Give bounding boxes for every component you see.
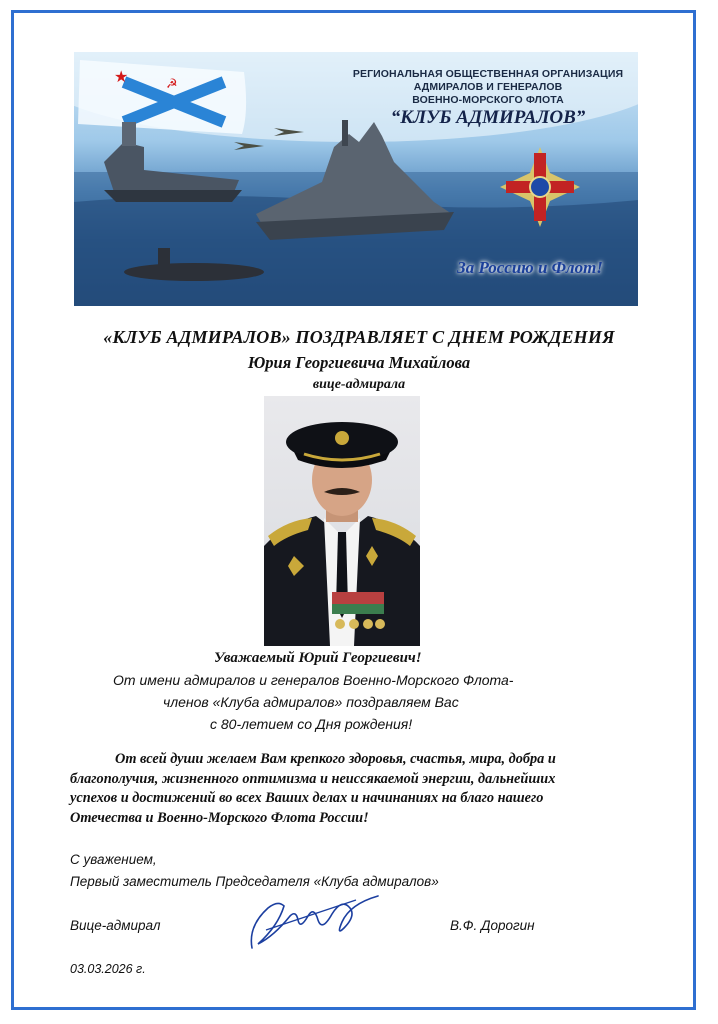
wishes-line: успехов и достижений во всех Ваших делах и начинаниях на благо нашего: [70, 790, 544, 806]
honoree-name: Юрия Георгиевича Михайлова: [247, 353, 471, 372]
regards-text: С уважением,: [70, 852, 157, 867]
honoree-portrait: [264, 396, 420, 646]
document-date: 03.03.2026 г.: [70, 962, 146, 976]
svg-text:★: ★: [114, 67, 129, 86]
organization-line: ВОЕННО-МОРСКОГО ФЛОТА: [412, 94, 564, 106]
certificate-title: «КЛУБ АДМИРАЛОВ» ПОЗДРАВЛЯЕТ С ДНЕМ РОЖДЕНИЯ: [103, 327, 615, 347]
greeting-line: От имени адмиралов и генералов Военно-Морского Флота-: [113, 672, 514, 688]
naval-flag-icon: [78, 60, 246, 134]
signer-name: В.Ф. Дорогин: [450, 918, 535, 933]
wishes-line: Отечества и Военно-Морского Флота России!: [70, 809, 369, 826]
greeting-line: с 80-летием со Дня рождения!: [210, 716, 413, 732]
signer-position: Первый заместитель Председателя «Клуба адмиралов»: [70, 874, 439, 889]
organization-line: АДМИРАЛОВ И ГЕНЕРАЛОВ: [413, 81, 563, 93]
wishes-paragraph: [70, 750, 652, 828]
portrait-illustration: [264, 396, 420, 646]
handwritten-signature: [238, 886, 388, 956]
signer-rank: Вице-адмирал: [70, 918, 161, 933]
club-name: “КЛУБ АДМИРАЛОВ”: [390, 107, 586, 128]
greeting-line: членов «Клуба адмиралов» поздравляем Вас: [163, 694, 459, 710]
honoree-rank: вице-адмирала: [312, 377, 406, 392]
svg-text:☭: ☭: [166, 77, 178, 92]
header-banner: [74, 52, 638, 306]
organization-name: [342, 68, 634, 107]
motto: За Россию и Флот!: [457, 258, 603, 277]
wishes-line: От всей души желаем Вам крепкого здоровья, счастья, мира, добра и: [115, 751, 556, 767]
medals-icon: [332, 592, 385, 629]
salutation: Уважаемый Юрий Георгиевич!: [214, 650, 422, 666]
organization-line: РЕГИОНАЛЬНАЯ ОБЩЕСТВЕННАЯ ОРГАНИЗАЦИЯ: [352, 68, 624, 80]
wishes-line: благополучия, жизненного оптимизма и неиссякаемой энергии, дальнейших: [70, 770, 556, 787]
